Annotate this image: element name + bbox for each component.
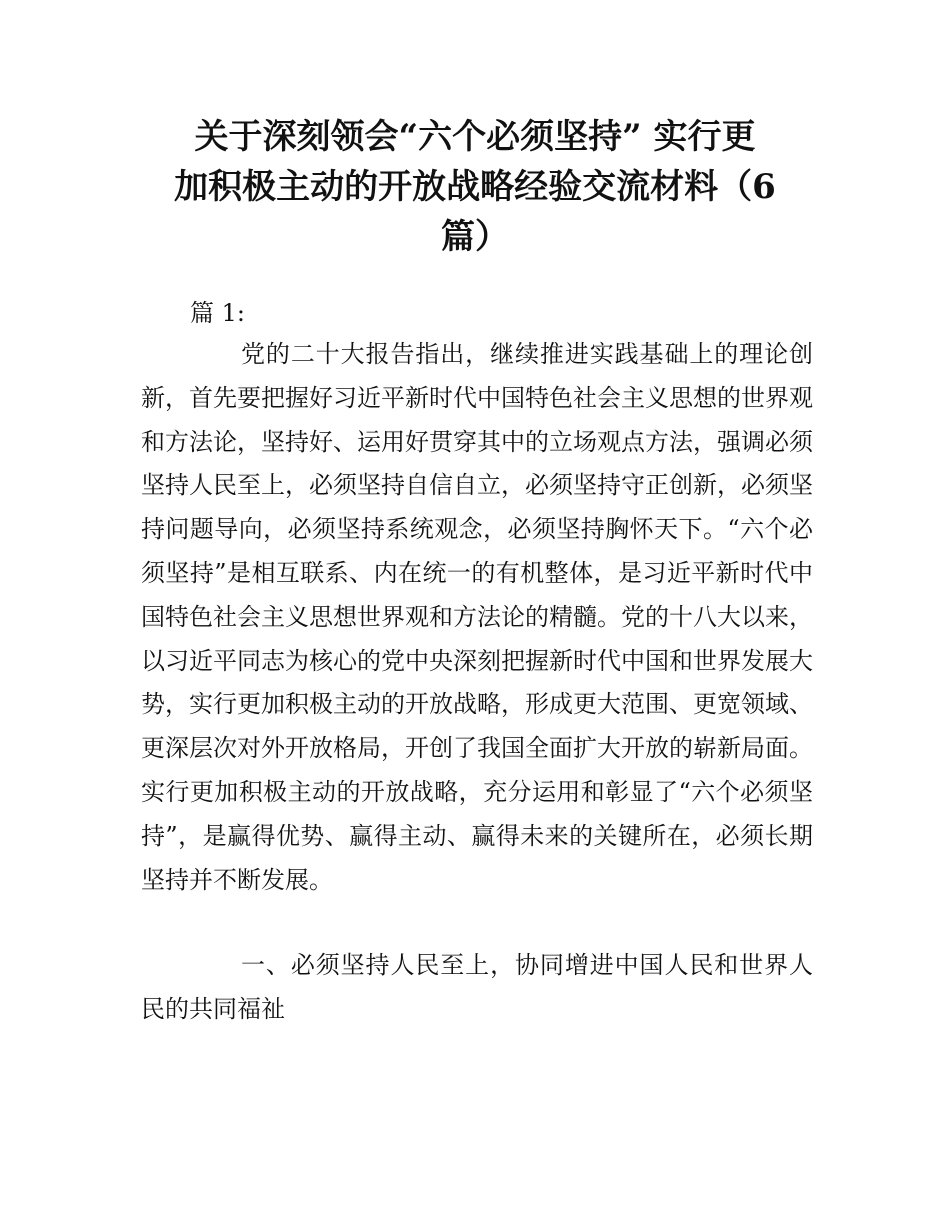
section-heading-paragraph: 一、必须坚持人民至上，协同增进中国人民和世界人民的共同福祉 — [141, 951, 813, 1023]
title-line-3: 篇） — [441, 217, 509, 257]
body-paragraph: 党的二十大报告指出，继续推进实践基础上的理论创新，首先要把握好习近平新时代中国特色社会主义思想的世界观和方法论，坚持好、运用好贯穿其中的立场观点方法，强调必须坚持人民至上，必须坚持自信自立，必须坚持守正创新，必须坚持问题导向，必须坚持系统观念，必须坚持胸怀天下。“六个必须坚持”是相互联系、内在统一的有机整体，是习近平新时代中国特色社会主义思想世界观和方法论的精髓。党的十八大以来，以习近平同志为核心的党中央深刻把握新时代中国和世界发展大势，实行更加积极主动的开放战略，形成更大范围、更宽领域、更深层次对外开放格局，开创了我国全面扩大开放的崭新局面。实行更加积极主动的开放战略，充分运用和彰显了“六个必须坚持”，是赢得优势、赢得主动、赢得未来的关键所在，必须长期坚持并不断发展。 — [141, 340, 813, 894]
section-label: 篇 1: — [190, 299, 245, 327]
document-title — [140, 112, 810, 262]
title-line-1: 关于深刻领会“六个必须坚持” 实行更 — [194, 117, 756, 157]
title-line-2: 加积极主动的开放战略经验交流材料（6 — [174, 167, 776, 207]
